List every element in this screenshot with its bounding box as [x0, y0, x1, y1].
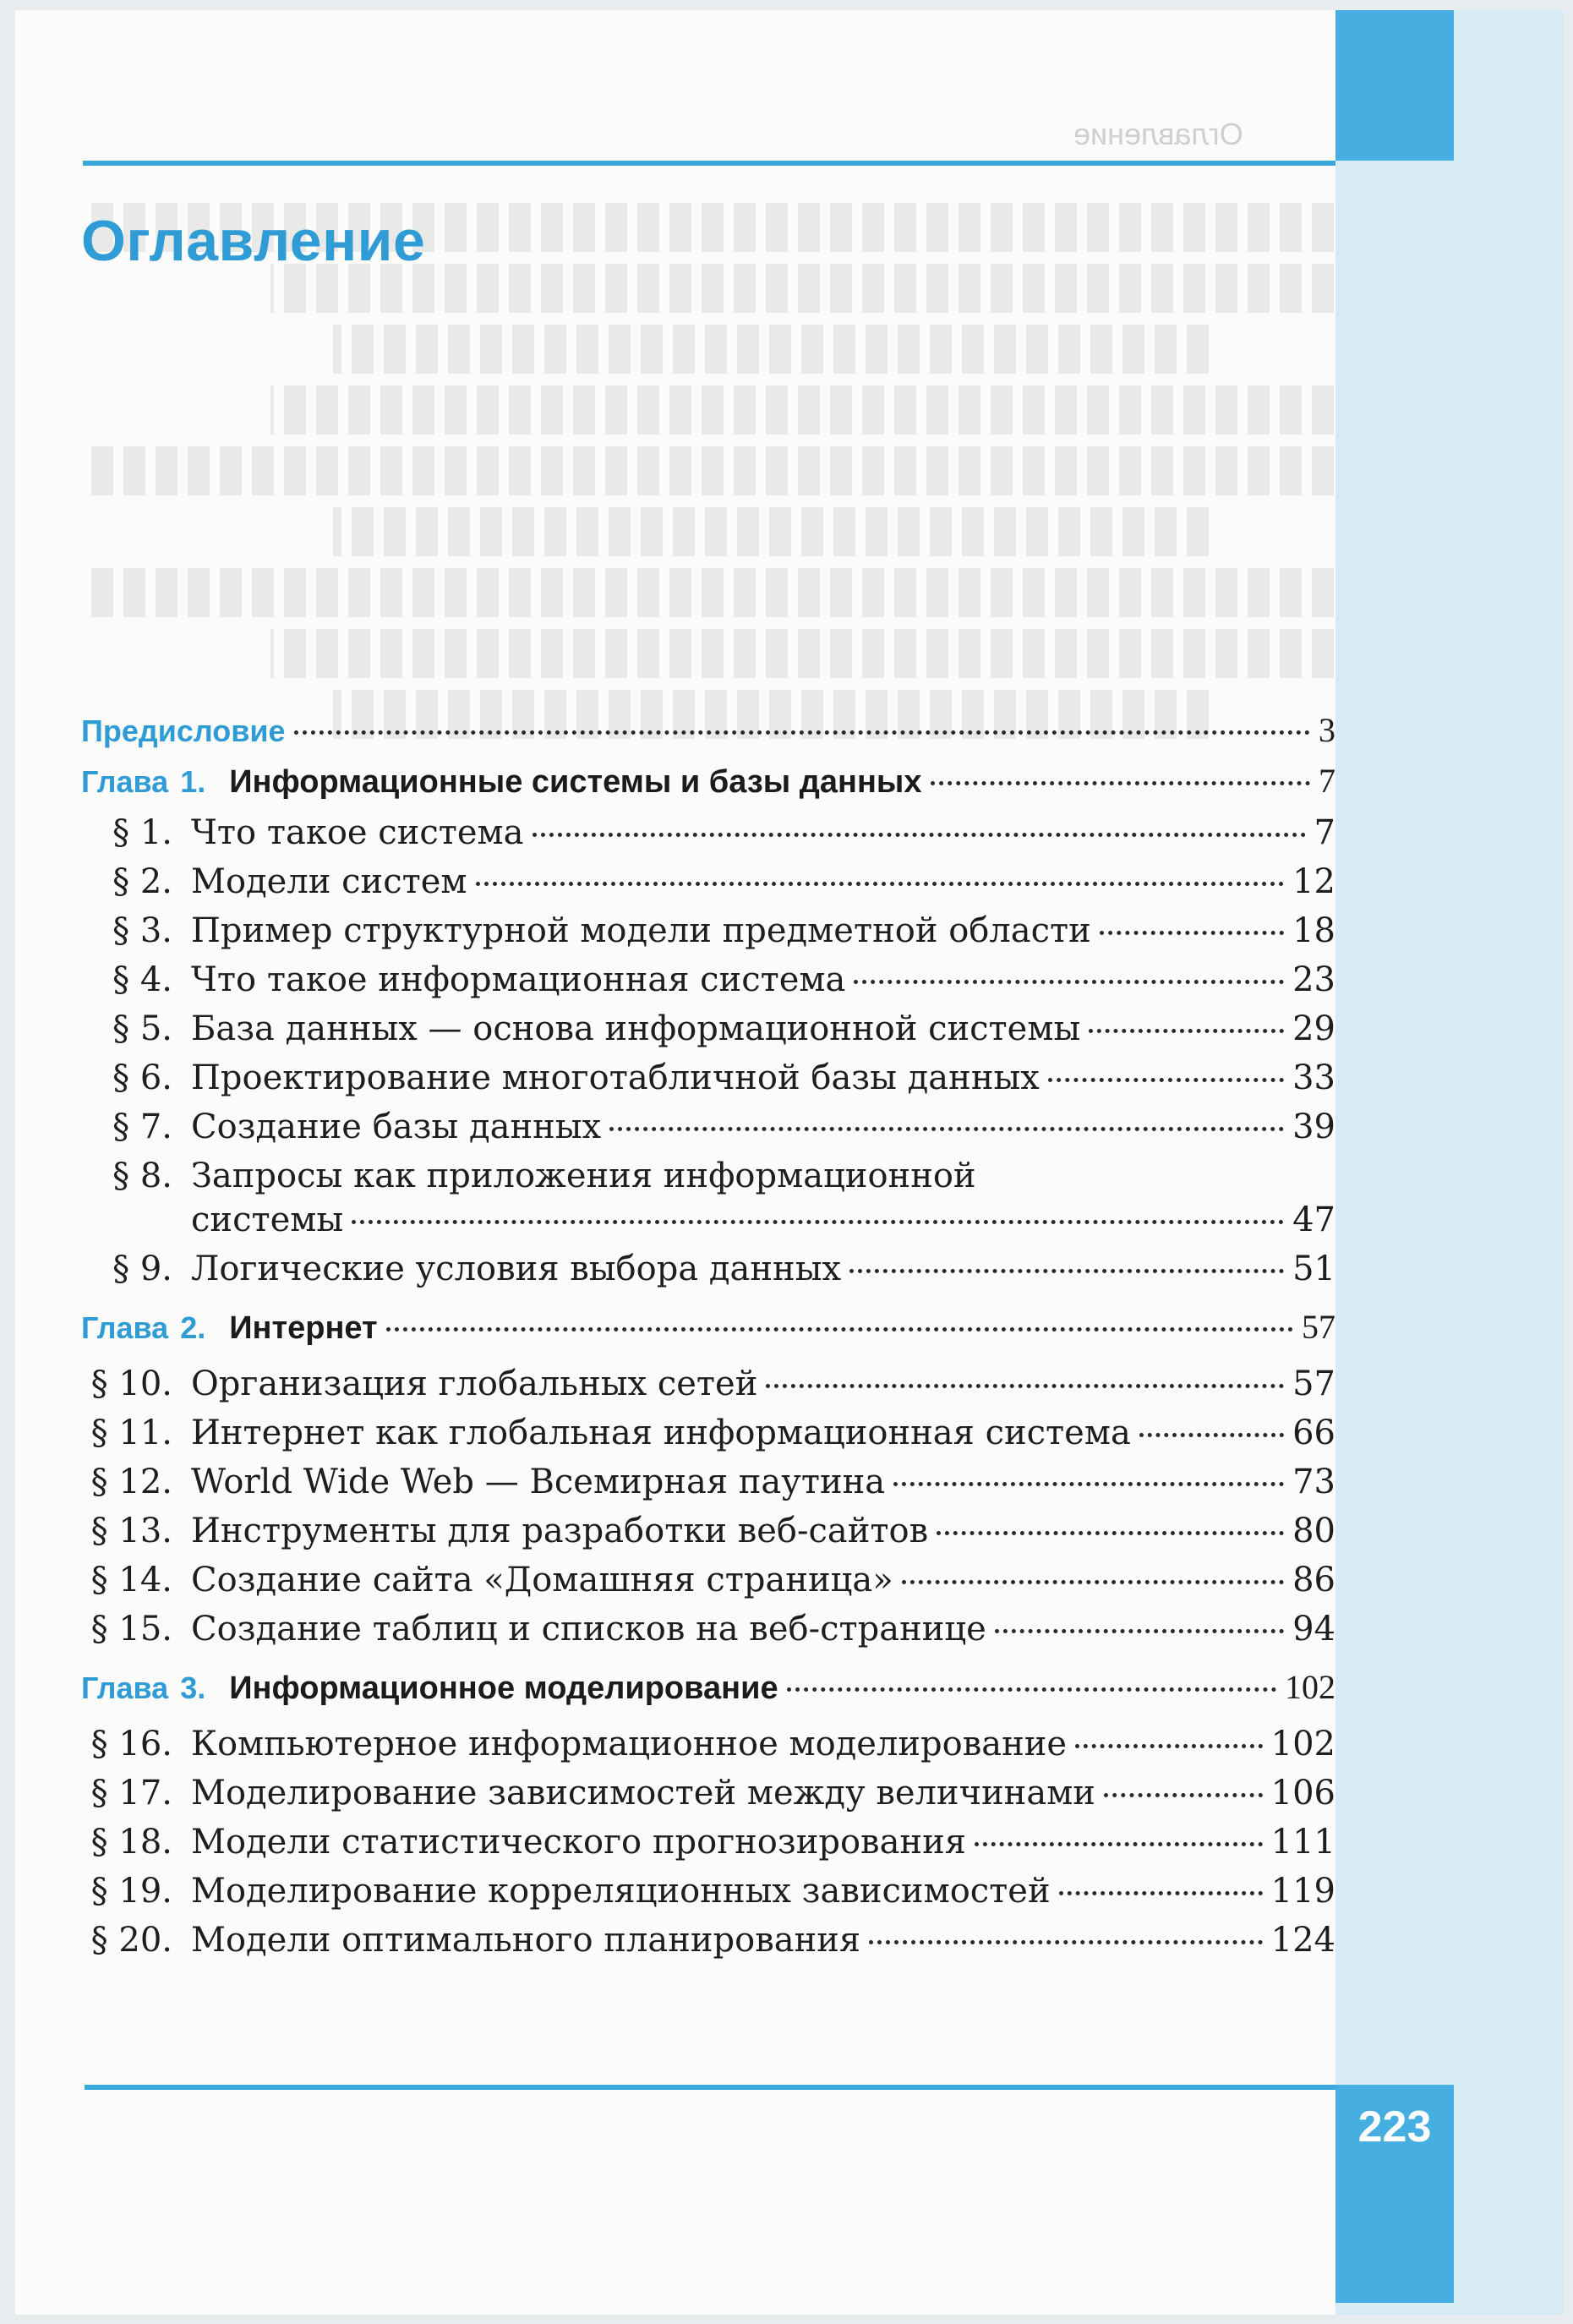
toc-entry-section[interactable] — [81, 1512, 1335, 1556]
leader-dots — [869, 1940, 1262, 1944]
chapter-title: Информационное моделирование — [229, 1671, 778, 1706]
section-title: База данных — основа информационной системы — [191, 1009, 1081, 1048]
section-title: Моделирование корреляционных зависимостей — [191, 1872, 1051, 1911]
section-number: § 4. — [112, 960, 172, 999]
chapter-label: Глава 3. — [81, 1671, 206, 1705]
chapter-label: Глава 2. — [81, 1310, 206, 1345]
section-number: § 14. — [90, 1561, 172, 1599]
chapter-title: Информационные системы и базы данных — [229, 764, 922, 800]
leader-dots — [1104, 1793, 1263, 1797]
leader-dots — [294, 730, 1310, 735]
toc-entry-section[interactable] — [81, 1249, 1335, 1293]
leader-dots — [352, 1220, 1284, 1224]
leader-dots — [609, 1127, 1284, 1131]
toc-entry-chapter-3[interactable] — [81, 1667, 1335, 1711]
section-number: § 3. — [112, 911, 172, 950]
page-ref: 39 — [1292, 1107, 1335, 1146]
leader-dots — [995, 1629, 1284, 1633]
page-ref: 51 — [1292, 1249, 1335, 1288]
section-number: § 8. — [112, 1157, 172, 1195]
page-ref: 94 — [1292, 1610, 1335, 1649]
section-title: Создание базы данных — [191, 1107, 602, 1146]
page-ref: 111 — [1270, 1823, 1335, 1862]
page-title: Оглавление — [81, 209, 426, 273]
leader-dots — [1075, 1744, 1263, 1748]
page-ref: 29 — [1292, 1009, 1335, 1048]
page-ref: 86 — [1292, 1561, 1335, 1599]
leader-dots — [476, 882, 1285, 886]
toc-entry-section-line2[interactable] — [81, 1200, 1335, 1244]
margin-band — [1335, 10, 1564, 2315]
section-title: Модели оптимального планирования — [191, 1921, 861, 1960]
section-number: § 15. — [90, 1610, 172, 1649]
section-number: § 16. — [90, 1725, 172, 1764]
toc-entry-section[interactable] — [81, 1107, 1335, 1151]
page-ref: 7 — [1314, 813, 1335, 852]
section-number: § 11. — [90, 1414, 172, 1452]
leader-dots — [1089, 1029, 1284, 1033]
section-number: § 10. — [90, 1364, 172, 1403]
toc-entry-section-line1[interactable] — [81, 1157, 1335, 1200]
toc-entry-section[interactable] — [81, 1414, 1335, 1457]
leader-dots — [766, 1384, 1284, 1388]
leader-dots — [533, 833, 1306, 837]
leader-dots — [975, 1842, 1263, 1846]
page-ref: 3 — [1319, 711, 1335, 749]
page-ref: 57 — [1302, 1308, 1335, 1346]
section-title: Инструменты для разработки веб-сайтов — [191, 1512, 929, 1550]
toc-entry-section[interactable] — [81, 1610, 1335, 1654]
toc-entry-section[interactable] — [81, 1725, 1335, 1769]
page-ref: 66 — [1292, 1414, 1335, 1452]
page-ref: 106 — [1270, 1774, 1335, 1813]
section-title: Что такое информационная система — [191, 960, 846, 999]
section-number: § 7. — [112, 1107, 172, 1146]
page-ref: 102 — [1270, 1725, 1335, 1764]
toc-entry-section[interactable] — [81, 960, 1335, 1004]
section-number: § 19. — [90, 1872, 172, 1911]
section-number: § 9. — [112, 1249, 172, 1288]
section-number: § 12. — [90, 1463, 172, 1501]
toc-entry-preface[interactable] — [81, 710, 1335, 754]
page-ref: 73 — [1292, 1463, 1335, 1501]
section-title: Создание сайта «Домашняя страница» — [191, 1561, 893, 1599]
page-number: 223 — [1357, 2103, 1432, 2152]
toc-entry-chapter-2[interactable] — [81, 1307, 1335, 1351]
toc-entry-section[interactable] — [81, 1009, 1335, 1053]
section-title: Компьютерное информационное моделирование — [191, 1725, 1068, 1764]
section-title: Логические условия выбора данных — [191, 1249, 842, 1288]
show-through-running-title: Оглавление — [1073, 117, 1243, 151]
toc-entry-section[interactable] — [81, 1823, 1335, 1867]
section-number: § 5. — [112, 1009, 172, 1048]
page-ref: 80 — [1292, 1512, 1335, 1550]
toc-entry-section[interactable] — [81, 1364, 1335, 1408]
leader-dots — [1048, 1078, 1284, 1082]
toc-entry-section[interactable] — [81, 911, 1335, 955]
section-title: Запросы как приложения информационной — [191, 1157, 976, 1195]
toc-entry-section[interactable] — [81, 1463, 1335, 1506]
section-number: § 18. — [90, 1823, 172, 1862]
preface-title: Предисловие — [81, 714, 286, 748]
leader-dots — [386, 1327, 1293, 1332]
section-number: § 20. — [90, 1921, 172, 1960]
leader-dots — [902, 1580, 1284, 1584]
section-number: § 6. — [112, 1058, 172, 1097]
section-title: Модели систем — [191, 862, 467, 901]
bottom-rule — [85, 2085, 1454, 2090]
toc-entry-chapter-1[interactable] — [81, 761, 1335, 805]
leader-dots — [1059, 1891, 1263, 1895]
section-title: Проектирование многотабличной базы данных — [191, 1058, 1040, 1097]
section-title: Моделирование зависимостей между величинами — [191, 1774, 1095, 1813]
section-title: World Wide Web — Всемирная паутина — [191, 1463, 886, 1501]
page-ref: 57 — [1292, 1364, 1335, 1403]
section-number: § 2. — [112, 862, 172, 901]
page-ref: 33 — [1292, 1058, 1335, 1097]
leader-dots — [893, 1482, 1284, 1486]
toc-entry-section[interactable] — [81, 813, 1335, 857]
page-ref: 12 — [1292, 862, 1335, 901]
leader-dots — [787, 1687, 1276, 1692]
leader-dots — [854, 980, 1284, 984]
toc-entry-section[interactable] — [81, 1058, 1335, 1102]
toc-entry-section[interactable] — [81, 1872, 1335, 1916]
page-ref: 18 — [1292, 911, 1335, 950]
section-title: Интернет как глобальная информационная система — [191, 1414, 1131, 1452]
toc-entry-section[interactable] — [81, 1921, 1335, 1965]
section-title: Пример структурной модели предметной области — [191, 911, 1091, 950]
leader-dots — [1139, 1433, 1284, 1437]
chapter-tab — [1335, 10, 1454, 161]
leader-dots — [1100, 931, 1284, 935]
page-ref: 23 — [1292, 960, 1335, 999]
page-ref: 47 — [1292, 1200, 1335, 1239]
section-number: § 1. — [112, 813, 172, 852]
leader-dots — [931, 781, 1310, 785]
toc-entry-section[interactable] — [81, 862, 1335, 906]
chapter-label: Глава 1. — [81, 764, 206, 799]
page-ref: 7 — [1319, 762, 1335, 800]
leader-dots — [937, 1531, 1284, 1535]
section-number: § 13. — [90, 1512, 172, 1550]
section-title: Модели статистического прогнозирования — [191, 1823, 966, 1862]
section-title: Что такое система — [191, 813, 524, 852]
section-number: § 17. — [90, 1774, 172, 1813]
chapter-title: Интернет — [229, 1310, 378, 1346]
leader-dots — [849, 1269, 1284, 1273]
page-ref: 124 — [1270, 1921, 1335, 1960]
top-rule — [83, 161, 1335, 166]
page-ref: 102 — [1285, 1668, 1335, 1706]
toc-entry-section[interactable] — [81, 1561, 1335, 1605]
section-title: Создание таблиц и списков на веб-странице — [191, 1610, 986, 1649]
toc-entry-section[interactable] — [81, 1774, 1335, 1818]
section-title-cont: системы — [191, 1200, 344, 1239]
page-ref: 119 — [1270, 1872, 1335, 1911]
section-title: Организация глобальных сетей — [191, 1364, 758, 1403]
